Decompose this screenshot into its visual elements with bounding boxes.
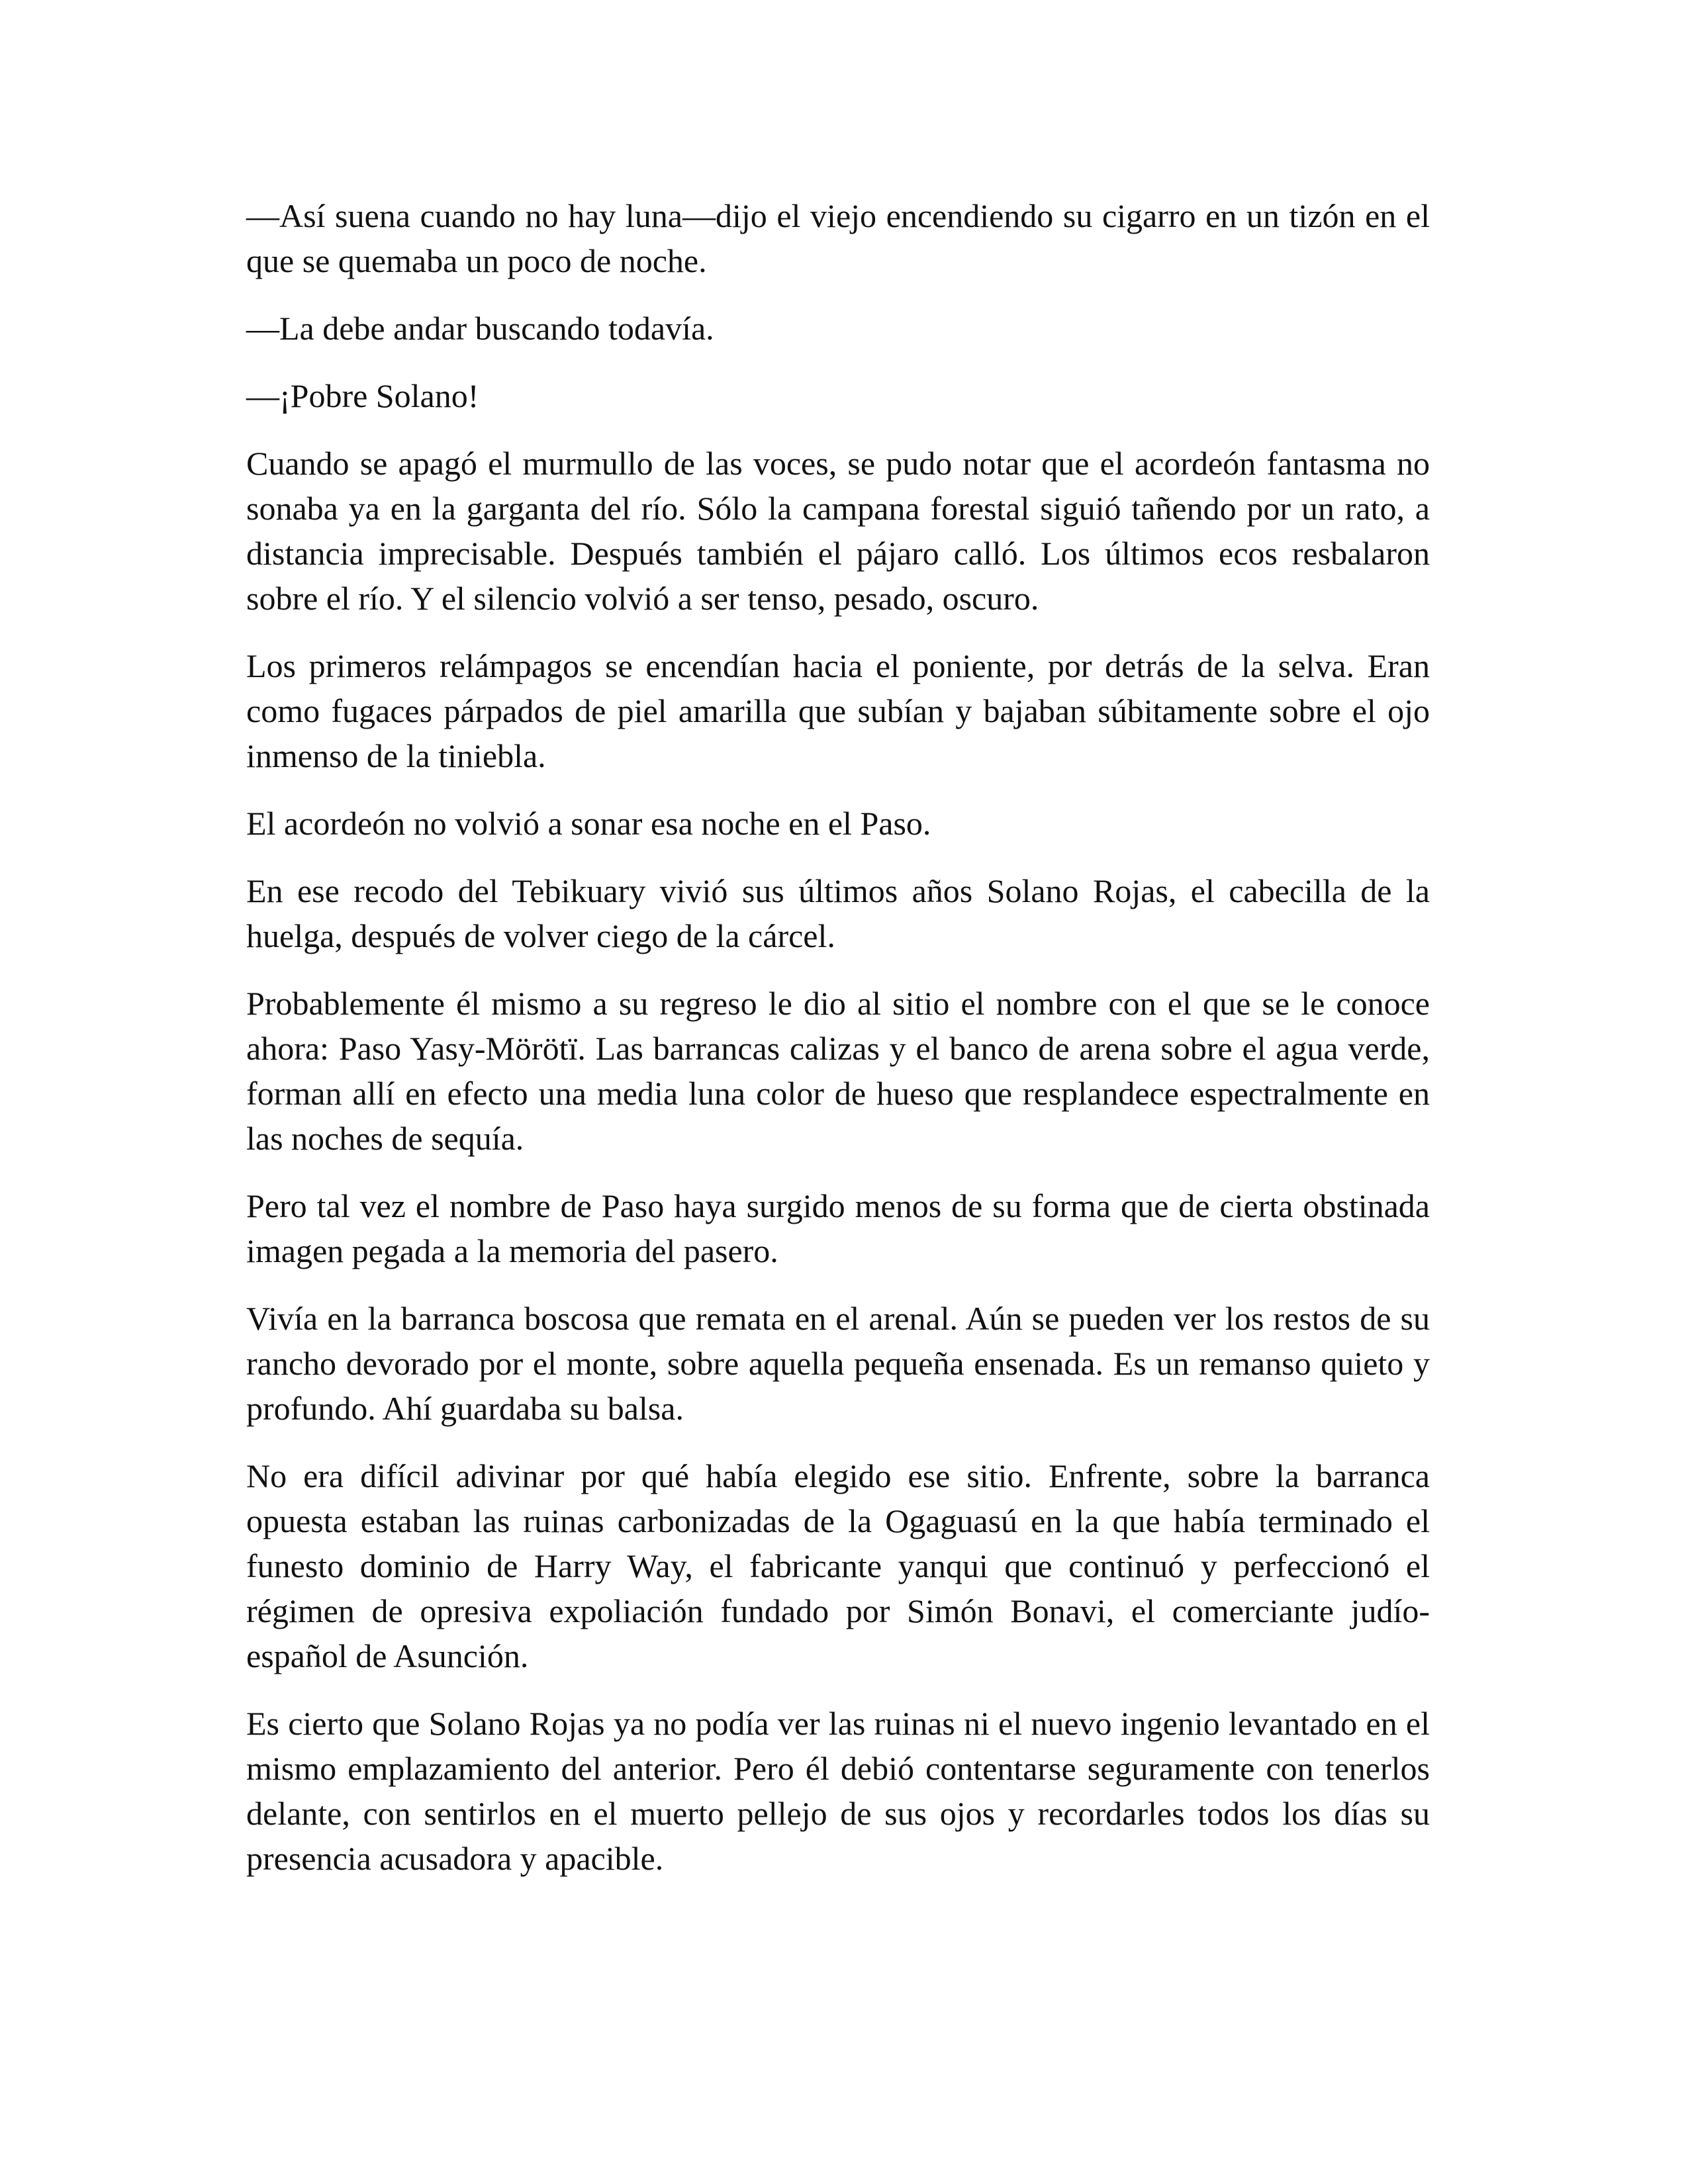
paragraph: Pero tal vez el nombre de Paso haya surgido menos de su forma que de cierta obstinada imagen pegada a la memoria del pasero. bbox=[246, 1187, 1430, 1269]
paragraph: Es cierto que Solano Rojas ya no podía ver las ruinas ni el nuevo ingenio levantado en el mismo emplazamiento del anterior. Pero él debió contentarse seguramente con tenerlos delante, con sentirlos en el muerto pellejo de sus ojos y recordarles todos los días su presencia acusadora y apacible. bbox=[246, 1705, 1430, 1877]
paragraph: —Así suena cuando no hay luna—dijo el viejo encendiendo su cigarro en un tizón en el que se quemaba un poco de noche. bbox=[246, 197, 1430, 279]
paragraph: —La debe andar buscando todavía. bbox=[246, 310, 714, 347]
paragraph: En ese recodo del Tebikuary vivió sus últimos años Solano Rojas, el cabecilla de la huelga, después de volver ciego de la cárcel. bbox=[246, 872, 1430, 954]
paragraph: Probablemente él mismo a su regreso le dio al sitio el nombre con el que se le conoce ahora: Paso Yasy-Mörötï. Las barrancas calizas y el banco de arena sobre el agua verde, forman allí en efecto una media luna color de hueso que resplandece espectralmente en las noches de sequía. bbox=[246, 985, 1430, 1157]
paragraph: Los primeros relámpagos se encendían hacia el poniente, por detrás de la selva. Eran como fugaces párpados de piel amarilla que subían y bajaban súbitamente sobre el ojo inmenso de la tiniebla. bbox=[246, 647, 1430, 774]
paragraph: —¡Pobre Solano! bbox=[246, 377, 479, 414]
paragraph: Cuando se apagó el murmullo de las voces, se pudo notar que el acordeón fantasma no sonaba ya en la garganta del río. Sólo la campana forestal siguió tañendo por un rato, a distancia imprecisable. Después también el pájaro calló. Los últimos ecos resbalaron sobre el río. Y el silencio volvió a ser tenso, pesado, oscuro. bbox=[246, 445, 1430, 617]
paragraph: El acordeón no volvió a sonar esa noche en el Paso. bbox=[246, 805, 931, 842]
body-text bbox=[246, 193, 1430, 1903]
paragraph: Vivía en la barranca boscosa que remata en el arenal. Aún se pueden ver los restos de su rancho devorado por el monte, sobre aquella pequeña ensenada. Es un remanso quieto y profundo. Ahí guardaba su balsa. bbox=[246, 1300, 1430, 1427]
paragraph: No era difícil adivinar por qué había elegido ese sitio. Enfrente, sobre la barranca opuesta estaban las ruinas carbonizadas de la Ogaguasú en la que había terminado el funesto dominio de Harry Way, el fabricante yanqui que continuó y perfeccionó el régimen de opresiva expoliación fundado por Simón Bonavi, el comerciante judío-español de Asunción. bbox=[246, 1457, 1430, 1674]
